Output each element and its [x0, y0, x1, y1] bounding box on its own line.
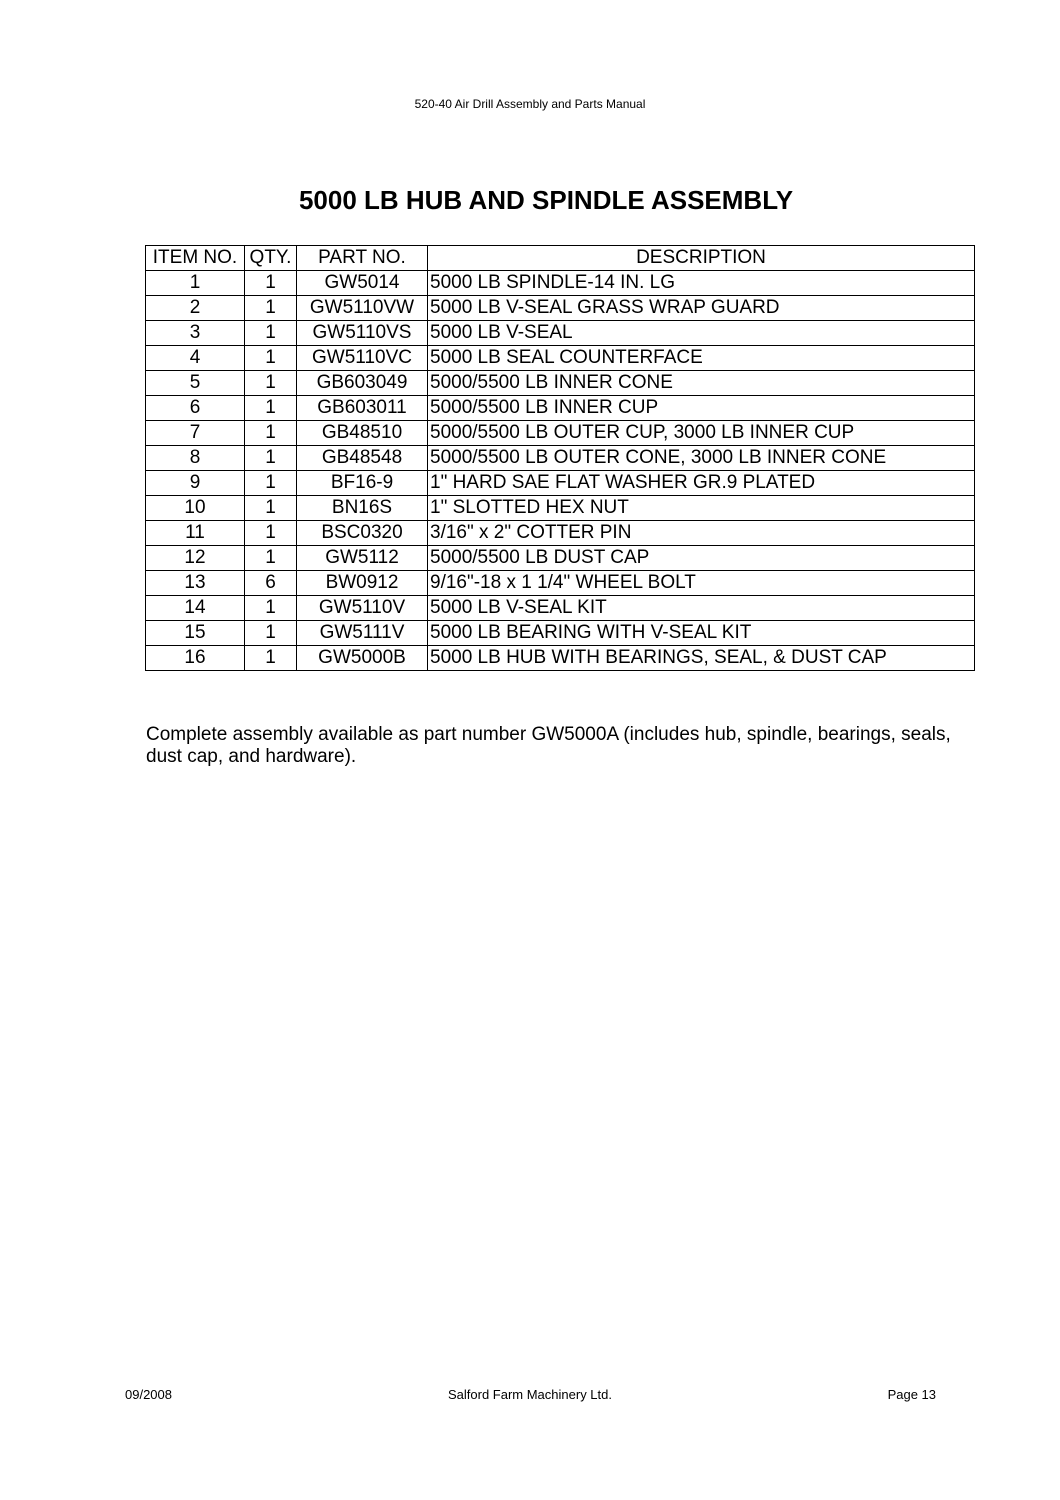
- quantity-cell: 1: [245, 421, 297, 446]
- table-row: [146, 546, 975, 571]
- table-row: [146, 321, 975, 346]
- item-number-cell: 4: [146, 346, 245, 371]
- table-row: [146, 446, 975, 471]
- table-row: [146, 346, 975, 371]
- part-number-cell: BN16S: [297, 496, 428, 521]
- table-row: [146, 371, 975, 396]
- page-title: 5000 LB HUB AND SPINDLE ASSEMBLY: [298, 185, 794, 215]
- table-row: [146, 396, 975, 421]
- description-cell: 1" HARD SAE FLAT WASHER GR.9 PLATED: [428, 471, 975, 496]
- description-cell: 5000 LB SEAL COUNTERFACE: [428, 346, 975, 371]
- description-cell: 5000 LB HUB WITH BEARINGS, SEAL, & DUST CAP: [428, 646, 975, 671]
- table-row: [146, 496, 975, 521]
- part-number-cell: GW5110VC: [297, 346, 428, 371]
- part-number-cell: GW5111V: [297, 621, 428, 646]
- item-number-cell: 10: [146, 496, 245, 521]
- table-row: [146, 596, 975, 621]
- table-row: [146, 646, 975, 671]
- parts-table: [145, 245, 975, 671]
- part-number-cell: GB48548: [297, 446, 428, 471]
- part-number-cell: GW5000B: [297, 646, 428, 671]
- table-row: [146, 621, 975, 646]
- description-cell: 5000/5500 LB OUTER CONE, 3000 LB INNER CONE: [428, 446, 975, 471]
- part-number-cell: GW5110V: [297, 596, 428, 621]
- table-row: [146, 271, 975, 296]
- item-number-cell: 16: [146, 646, 245, 671]
- table-row: [146, 571, 975, 596]
- quantity-cell: 1: [245, 271, 297, 296]
- part-number-cell: GW5014: [297, 271, 428, 296]
- description-cell: 5000 LB V-SEAL KIT: [428, 596, 975, 621]
- item-number-cell: 11: [146, 521, 245, 546]
- table-row: [146, 296, 975, 321]
- quantity-cell: 1: [245, 346, 297, 371]
- description-cell: 5000 LB V-SEAL: [428, 321, 975, 346]
- quantity-cell: 1: [245, 546, 297, 571]
- part-number-cell: GB603049: [297, 371, 428, 396]
- footer-company: Salford Farm Machinery Ltd.: [447, 1387, 612, 1402]
- quantity-cell: 1: [245, 371, 297, 396]
- part-number-cell: BW0912: [297, 571, 428, 596]
- footer-date: 09/2008: [125, 1387, 172, 1402]
- description-cell: 5000/5500 LB OUTER CUP, 3000 LB INNER CUP: [428, 421, 975, 446]
- description-cell: 5000 LB BEARING WITH V-SEAL KIT: [428, 621, 975, 646]
- quantity-cell: 1: [245, 296, 297, 321]
- quantity-cell: 6: [245, 571, 297, 596]
- part-number-cell: BF16-9: [297, 471, 428, 496]
- quantity-cell: 1: [245, 471, 297, 496]
- item-number-cell: 13: [146, 571, 245, 596]
- description-cell: 1" SLOTTED HEX NUT: [428, 496, 975, 521]
- part-number-cell: GW5112: [297, 546, 428, 571]
- description-cell: 5000/5500 LB DUST CAP: [428, 546, 975, 571]
- description-cell: 3/16" x 2" COTTER PIN: [428, 521, 975, 546]
- part-number-cell: BSC0320: [297, 521, 428, 546]
- quantity-cell: 1: [245, 496, 297, 521]
- item-number-cell: 14: [146, 596, 245, 621]
- description-cell: 5000 LB V-SEAL GRASS WRAP GUARD: [428, 296, 975, 321]
- table-row: [146, 421, 975, 446]
- quantity-cell: 1: [245, 321, 297, 346]
- footer-page-number: Page 13: [887, 1387, 936, 1402]
- item-number-cell: 9: [146, 471, 245, 496]
- column-header-qty: QTY.: [245, 246, 297, 271]
- item-number-cell: 2: [146, 296, 245, 321]
- page-header: 520-40 Air Drill Assembly and Parts Manual: [414, 97, 646, 111]
- part-number-cell: GB48510: [297, 421, 428, 446]
- description-cell: 5000/5500 LB INNER CUP: [428, 396, 975, 421]
- quantity-cell: 1: [245, 446, 297, 471]
- quantity-cell: 1: [245, 596, 297, 621]
- description-cell: 9/16"-18 x 1 1/4" WHEEL BOLT: [428, 571, 975, 596]
- table-row: [146, 471, 975, 496]
- column-header-item-no: ITEM NO.: [146, 246, 245, 271]
- quantity-cell: 1: [245, 646, 297, 671]
- quantity-cell: 1: [245, 396, 297, 421]
- item-number-cell: 12: [146, 546, 245, 571]
- quantity-cell: 1: [245, 521, 297, 546]
- description-cell: 5000 LB SPINDLE-14 IN. LG: [428, 271, 975, 296]
- table-header-row: [146, 246, 975, 271]
- item-number-cell: 1: [146, 271, 245, 296]
- part-number-cell: GW5110VW: [297, 296, 428, 321]
- item-number-cell: 8: [146, 446, 245, 471]
- table-row: [146, 521, 975, 546]
- column-header-part-no: PART NO.: [297, 246, 428, 271]
- item-number-cell: 15: [146, 621, 245, 646]
- part-number-cell: GB603011: [297, 396, 428, 421]
- item-number-cell: 3: [146, 321, 245, 346]
- item-number-cell: 6: [146, 396, 245, 421]
- parts-table-body: [146, 271, 975, 671]
- quantity-cell: 1: [245, 621, 297, 646]
- column-header-description: DESCRIPTION: [428, 246, 975, 271]
- assembly-note: Complete assembly available as part number GW5000A (includes hub, spindle, bearings, seals, dust cap, and hardware).: [146, 724, 951, 767]
- part-number-cell: GW5110VS: [297, 321, 428, 346]
- item-number-cell: 5: [146, 371, 245, 396]
- item-number-cell: 7: [146, 421, 245, 446]
- description-cell: 5000/5500 LB INNER CONE: [428, 371, 975, 396]
